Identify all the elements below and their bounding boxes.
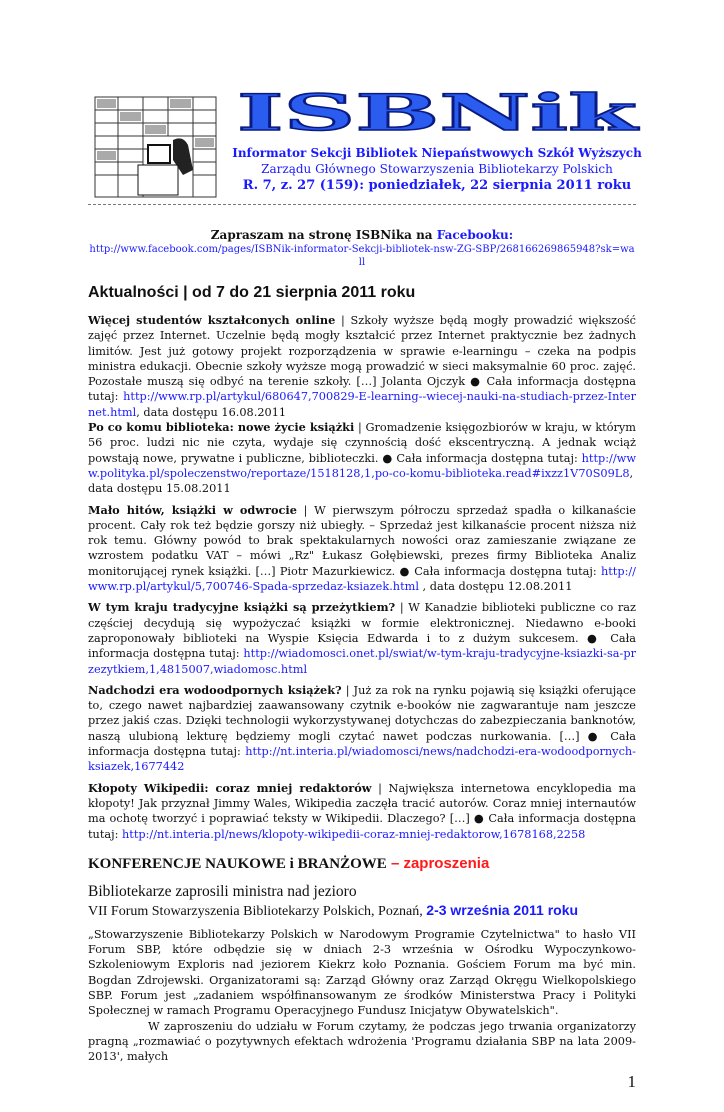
library-illustration <box>93 95 218 205</box>
article-title: W tym kraju tradycyjne książki są przeżytkiem? <box>88 600 396 615</box>
article-link[interactable]: http://nt.interia.pl/news/klopoty-wikipedii-coraz-mniej-redaktorow,1678168,2258 <box>122 827 586 841</box>
conferences-heading <box>88 854 636 874</box>
facebook-invite <box>88 228 636 243</box>
article-title: Po co komu biblioteka: nowe życie książki <box>88 420 355 435</box>
article-link[interactable]: http://wiadomosci.onet.pl/swiat/w-tym-kraju-tradycyjne-ksiazki-sa-przezytkiem,1,4815007,wiadomosc.html <box>88 647 636 676</box>
facebook-text: Zapraszam na stronę ISBNika na <box>210 228 437 242</box>
facebook-link-word[interactable]: Facebooku: <box>436 228 514 242</box>
svg-text:ISBNik: ISBNik <box>237 88 640 136</box>
news-article <box>88 683 636 775</box>
news-article <box>88 313 636 420</box>
facebook-url[interactable]: http://www.facebook.com/pages/ISBNik-informator-Sekcji-bibliotek-nsw-ZG-SBP/268166269865948?sk=wall <box>89 244 635 268</box>
article-body: | Gromadzenie księgozbiorów w kraju, w którym 56 proc. ludzi nic nie czyta, wydaje się czynnością dość ekscentryczną. A jednak wciąż powstają nowe, prywatne i publiczne, biblioteczki. ● Cała informacja dostępna tutaj: <box>88 421 636 465</box>
conferences-heading-text: KONFERENCJE NAUKOWE i BRANŻOWE <box>88 855 387 872</box>
issue-date: R. 7, z. 27 (159): poniedziałek, 22 sierpnia 2011 roku <box>242 178 632 193</box>
page-number: 1 <box>627 1072 636 1092</box>
document-body <box>88 228 636 1112</box>
article-body: | Największa internetowa encyklopedia ma kłopoty! Jak przyznał Jimmy Wales, Wikipedia zaczęła tracić autorów. Coraz mniej internautów ma ochotę tworzyć i poprawiać teksty w Wikipedii. Dlaczego? […] ● Cała informacja dostępna tutaj: <box>88 781 636 841</box>
conferences-heading-red: – zaproszenia <box>386 854 490 872</box>
conference-paragraph: W zaproszeniu do udziału w Forum czytamy, że podczas jego trwania organizatorzy pragną „rozmawiać o pozytywnych efektach wdrożenia 'Programu działania SBP na lata 2009-2013', małych <box>88 1019 636 1064</box>
article-body: | W Kanadzie biblioteki publiczne co raz częściej decydują się wypożyczać książki w formie elektronicznej. Niedawno e-booki zaproponowały biblioteki na Wyspie Księcia Edwarda i to z dużym sukcesem. ● Cała informacja dostępna tutaj: <box>88 601 636 661</box>
article-title: Mało hitów, książki w odwrocie <box>88 502 297 517</box>
article-tail: , data dostępu 15.08.2011 <box>88 466 634 496</box>
news-article <box>88 503 636 595</box>
article-link[interactable]: http://www.polityka.pl/spoleczenstwo/reportaze/1518128,1,po-co-komu-biblioteka.read#ixzz1V70S09L8 <box>88 451 636 480</box>
article-body: | W pierwszym półroczu sprzedaż spadła o kilkanaście procent. Cały rok też będzie gorszy niż ubiegły. – Sprzedaż jest kilkanaście procent niższa niż rok temu. Główny powód to brak spektakularnych nowości oraz zamieszanie związane ze wzrostem podatku VAT – mówi „Rz" Łukasz Gołębiewski, prezes firmy Biblioteka Analiz monitorującej rynek książki. […] Piotr Mazurkiewicz. ● Cała informacja dostępna tutaj: <box>88 503 636 578</box>
conference-paragraph: „Stowarzyszenie Bibliotekarzy Polskich w Narodowym Programie Czytelnictwa" to hasło VII Forum SBP, które odbędzie się w dniach 2-3 września w Ośrodku Wypoczynkowo-Szkoleniowym Exploris nad jeziorem Kiekrz koło Poznania. Gościem Forum ma być min. Bogdan Zdrojewski. Organizatorami są: Zarząd Główny oraz Zarząd Okręgu Wielkopolskiego SBP. Forum jest „zadaniem współfinansowanym ze środków Ministerstwa Pracy i Polityki Społecznej w ramach Programu Operacyjnego Fundusz Inicjatyw Obywatelskich". <box>88 927 636 1018</box>
isbnik-logo <box>232 88 642 136</box>
news-article <box>88 600 636 676</box>
article-title: Więcej studentów kształconych online <box>88 313 336 327</box>
conference-title: Bibliotekarze zaprosili ministra nad jezioro <box>88 882 357 900</box>
conference-date: 2-3 września 2011 roku <box>426 901 579 918</box>
article-body: | Szkoły wyższe będą mogły prowadzić większość zajęć przez Internet. Uczelnie będą mogły kształcić przez Internet praktycznie bez żadnych limitów. Jest już gotowy projekt rozporządzenia w sprawie e-learningu – czeka na podpis ministra edukacji. Obecnie szkoły wyższe mogą prowadzić w sieci maksymalnie 60 proc. zajęć. Pozostałe muszą się odbyć na terenie szkoły. […] Jolanta Ojczyk ● Cała informacja dostępna tutaj: <box>88 314 636 404</box>
news-list <box>88 313 636 842</box>
conference-body <box>88 927 636 1065</box>
news-heading: Aktualności | od 7 do 21 sierpnia 2011 roku <box>88 284 416 301</box>
news-article <box>88 420 636 496</box>
article-title: Kłopoty Wikipedii: coraz mniej redaktorów <box>88 780 372 795</box>
article-body: | Już za rok na rynku pojawią się książki oferujące to, czego nawet najbardziej zaawansowany czytnik e-booków nie zagwarantuje nam jeszcze przez jakiś czas. Dzięki technologii wykorzystywanej dotychczas do zabezpieczania banknotów, naszą ulubioną lekturę będziemy mogli czytać nawet podczas nurkowania. […] ● Cała informacja dostępna tutaj: <box>88 683 636 759</box>
conference-subtitle-text: VII Forum Stowarzyszenia Bibliotekarzy Polskich, Poznań, <box>88 903 427 919</box>
article-link[interactable]: http://www.rp.pl/artykul/680647,700829-E-learning--wiecej-nauki-na-studiach-przez-Internet.html <box>88 390 636 419</box>
header-line-2: Zarządu Głównego Stowarzyszenia Bibliotekarzy Polskich <box>261 162 613 176</box>
article-link[interactable]: http://www.rp.pl/artykul/5,700746-Spada-sprzedaz-ksiazek.html <box>88 564 636 594</box>
article-tail: , data dostępu 12.08.2011 <box>418 580 573 594</box>
conference-subtitle <box>88 901 636 921</box>
article-tail: , data dostępu 16.08.2011 <box>136 405 287 419</box>
news-article <box>88 781 636 842</box>
header-line-1: Informator Sekcji Bibliotek Niepaństwowych Szkół Wyższych <box>232 146 642 160</box>
article-title: Nadchodzi era wodoodpornych książek? <box>88 682 342 697</box>
article-link[interactable]: http://nt.interia.pl/wiadomosci/news/nadchodzi-era-wodoodpornych-ksiazek,1677442 <box>88 745 636 774</box>
dashed-divider <box>88 204 636 205</box>
